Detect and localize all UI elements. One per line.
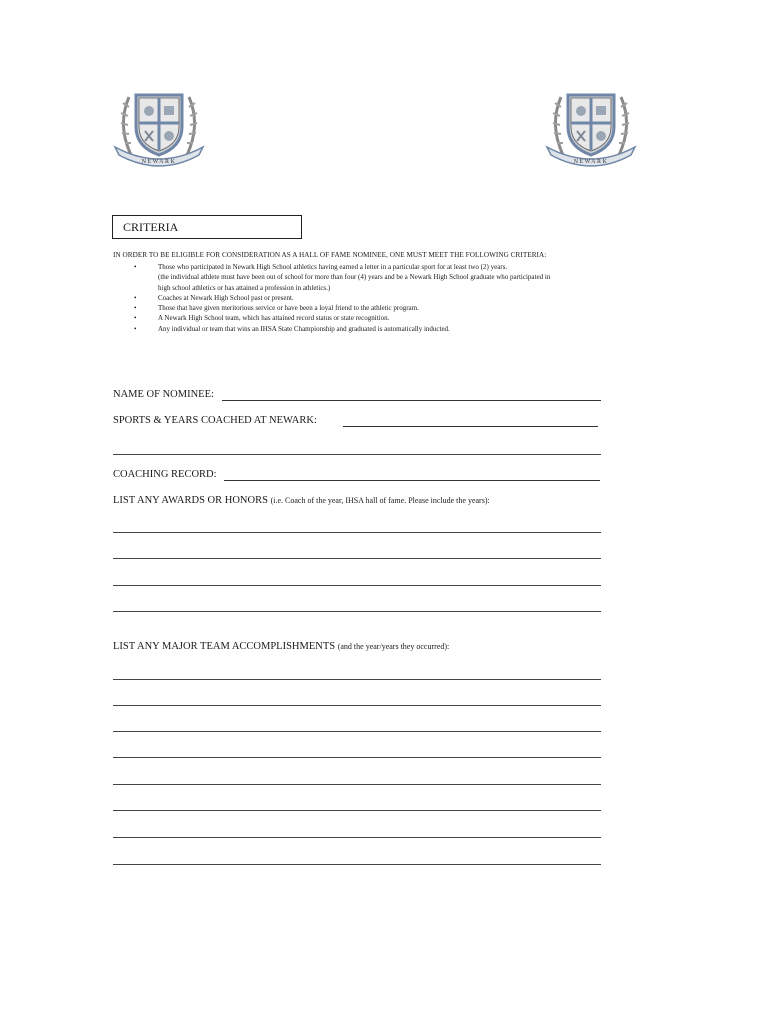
coaching-record-label: COACHING RECORD:: [113, 469, 217, 480]
criteria-heading: CRITERIA: [123, 220, 179, 234]
team-line[interactable]: [113, 810, 601, 811]
criteria-item: [134, 293, 550, 303]
team-accomplishments-hint: (and the year/years they occurred):: [337, 642, 450, 651]
criteria-list: [134, 262, 550, 334]
bullet-icon: •: [134, 314, 137, 323]
team-accomplishments-text: LIST ANY MAJOR TEAM ACCOMPLISHMENTS: [113, 641, 336, 652]
sports-years-field[interactable]: [343, 426, 598, 427]
criteria-item-line: high school athletics or has attained a profession in athletics.): [158, 283, 331, 292]
bullet-icon: •: [134, 304, 137, 313]
criteria-item: [134, 324, 550, 334]
awards-label: [113, 495, 490, 506]
team-line[interactable]: [113, 705, 601, 706]
awards-label-text: LIST ANY AWARDS OR HONORS: [113, 495, 268, 506]
criteria-item-line: Those that have given meritorious service or have been a loyal friend to the athletic program.: [158, 304, 419, 313]
team-accomplishments-label: [113, 641, 449, 652]
team-line[interactable]: [113, 679, 601, 680]
team-line[interactable]: [113, 864, 601, 865]
criteria-item-line: Coaches at Newark High School past or present.: [158, 293, 294, 302]
sports-years-label: SPORTS & YEARS COACHED AT NEWARK:: [113, 415, 317, 426]
bullet-icon: •: [134, 293, 137, 302]
team-line[interactable]: [113, 837, 601, 838]
awards-line[interactable]: [113, 611, 601, 612]
crest-motto-text: NEWARK: [141, 159, 177, 165]
criteria-item-line: (the individual athlete must have been out of school for more than four (4) years and be a Newark High School graduate who participated in: [158, 273, 551, 282]
nominee-name-label: NAME OF NOMINEE:: [113, 389, 214, 400]
criteria-heading-box: [112, 215, 302, 239]
team-line[interactable]: [113, 731, 601, 732]
sports-years-field-line-2[interactable]: [113, 454, 601, 455]
criteria-intro: IN ORDER TO BE ELIGIBLE FOR CONSIDERATION AS A HALL OF FAME NOMINEE, ONE MUST MEET THE FOLLOWING CRITERIA:: [113, 251, 547, 259]
criteria-item: [134, 262, 550, 272]
school-crest-right: [541, 85, 641, 170]
awards-hint: (i.e. Coach of the year, IHSA hall of fame. Please include the years):: [270, 496, 490, 505]
bullet-icon: •: [134, 263, 137, 271]
school-crest-left: [109, 85, 209, 170]
awards-line[interactable]: [113, 558, 601, 559]
coaching-record-field[interactable]: [224, 480, 600, 481]
team-line[interactable]: [113, 757, 601, 758]
criteria-item-line: Any individual or team that wins an IHSA State Championship and graduated is automatically inducted.: [158, 324, 450, 333]
awards-line[interactable]: [113, 585, 601, 586]
criteria-item: [134, 303, 550, 313]
team-line[interactable]: [113, 784, 601, 785]
criteria-item: [134, 313, 550, 323]
criteria-item-line: Those who participated in Newark High School athletics having earned a letter in a particular sport for at least two (2) years.: [158, 263, 508, 271]
nominee-name-field[interactable]: [222, 400, 601, 401]
awards-line[interactable]: [113, 532, 601, 533]
criteria-item-line: A Newark High School team, which has attained record status or state recognition.: [158, 314, 390, 323]
crest-motto-text: NEWARK: [573, 159, 609, 165]
bullet-icon: •: [134, 324, 137, 333]
